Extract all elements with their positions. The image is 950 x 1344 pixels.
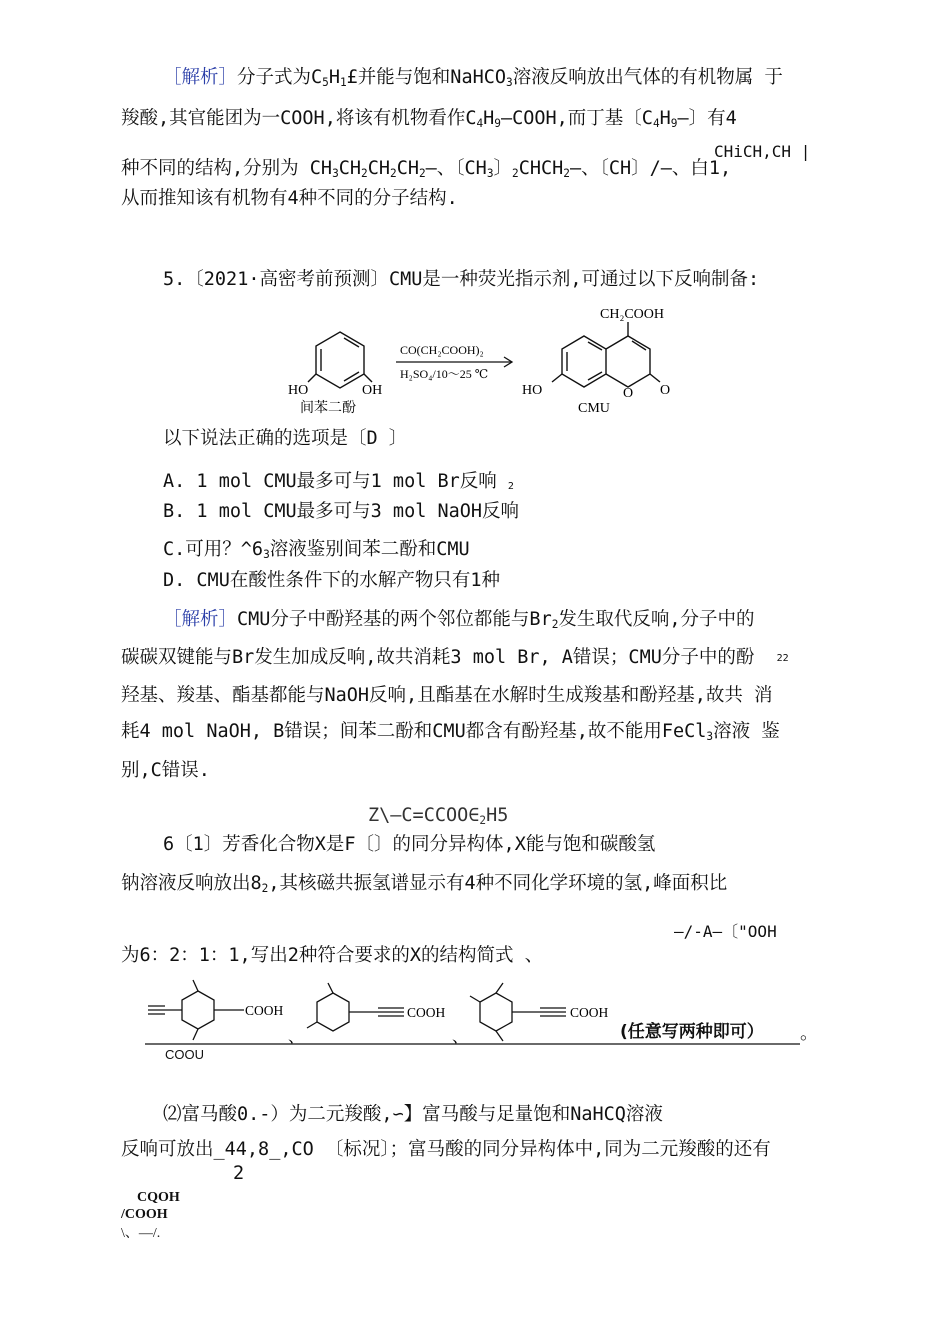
q6-formula-line: $Z\backslash—C=CCOO\in_2H5$	[368, 805, 509, 827]
structure-below-label: COOU	[165, 1047, 204, 1062]
cmu-name: CMU	[578, 401, 610, 416]
resorcinol-ho-left: HO	[288, 383, 309, 398]
structure-1-cooh: COOH	[245, 1003, 284, 1018]
fragment-1: CQOH	[137, 1190, 180, 1205]
q5-option-b: B. 1 mol CMU最多可与3 mol NaOH反响	[163, 501, 520, 522]
q5-analysis-line-2: 碳碳双键能与Br发生加成反响,故共消耗3 mol Br, A错误；CMU分子中的酚 22	[121, 647, 789, 668]
q5-prompt: 以下说法正确的选项是〔D 〕	[163, 428, 408, 449]
q5-analysis-line-5: 别,C错误.	[121, 760, 210, 781]
resorcinol-oh-right: OH	[362, 383, 383, 398]
answer-period: 。	[800, 1023, 819, 1044]
cmu-ho: HO	[522, 383, 543, 398]
q6-part2-sub: 2	[233, 1163, 245, 1184]
cmu-ch2cooh: CH₂COOH	[600, 307, 664, 322]
analysis-line-1: ［解析］分子式为$C_5H_1£$并能与饱和NaHCO$_3$溶液反响放出气体的有机物属 于	[163, 67, 783, 89]
side-note-butyl: CHiCH,CH |	[714, 142, 811, 161]
q6-part1-line-1: 6〔1〕芳香化合物X是F〔〕的同分异构体,X能与饱和碳酸氢	[163, 834, 656, 855]
q5-analysis-line-3: 羟基、羧基、酯基都能与NaOH反响,且酯基在水解时生成羧基和酚羟基,故共 消	[121, 685, 773, 706]
structure-3-cooh: COOH	[570, 1005, 609, 1020]
q5-option-a: A. 1 mol CMU最多可与1 mol Br反响 2	[163, 471, 514, 492]
q6-part2-line-2: 反响可放出_44,8_,CO 〔标况〕；富马酸的同分异构体中,同为二元羧酸的还有	[121, 1139, 771, 1160]
q6-side-formula: —/-A—〔"OOH	[674, 922, 777, 941]
q5-analysis-line-1: ［解析］CMU分子中酚羟基的两个邻位都能与$Br_2$发生取代反响,分子中的	[163, 609, 755, 631]
reagent-bottom: H₂SO₄/10～25 ℃	[400, 367, 489, 381]
separator-2: 、	[452, 1027, 469, 1046]
resorcinol-name: 间苯二酚	[300, 400, 356, 416]
structure-2	[307, 983, 404, 1031]
reaction-arrow	[396, 357, 512, 367]
analysis-tag: ［解析］	[163, 609, 238, 630]
reagent-top: CO(CH₂COOH)₂	[400, 343, 484, 357]
q5-stem: 5.〔2021·高密考前预测〕CMU是一种荧光指示剂,可通过以下反响制备:	[163, 269, 760, 290]
q5-option-d: D. CMU在酸性条件下的水解产物只有1种	[163, 570, 500, 591]
structure-1	[148, 980, 244, 1040]
analysis-line-2: 羧酸,其官能团为一COOH,将该有机物看作$C_4H_9—COOH$,而丁基〔$C_4H_9—$〕有4	[121, 108, 737, 130]
analysis-tag: ［解析］	[163, 67, 238, 88]
cmu-carbonyl-o: O	[660, 383, 671, 398]
structure-3	[470, 983, 566, 1041]
q5-analysis-line-4: 耗4 mol NaOH, B错误；间苯二酚和CMU都含有酚羟基,故不能用FeCl$_3$溶液 鉴	[121, 721, 780, 743]
cmu-structure	[552, 322, 660, 387]
q5-option-c: C.可用？$\^{}6_3$溶液鉴别间苯二酚和CMU	[163, 539, 470, 561]
analysis-line-3: 种不同的结构,分别为 $CH_3CH_2CH_2CH_2—$、〔$CH_3$〕$_2CHCH_2—$、〔CH〕/—、白1,	[121, 158, 732, 180]
q6-part2-line-1: ⑵富马酸0.-）为二元羧酸,∽】富马酸与足量饱和NaHCQ溶液	[163, 1104, 663, 1125]
any-two-note: (任意写两种即可）	[620, 1022, 764, 1042]
q6-part1-line-2: 钠溶液反响放出$8_2$,其核磁共振氢谱显示有4种不同化学环境的氢,峰面积比	[121, 873, 728, 895]
fragment-3: \、—/.	[121, 1226, 161, 1241]
separator-1: 、	[288, 1027, 305, 1046]
analysis-line-4: 从而推知该有机物有4种不同的分子结构.	[121, 188, 458, 209]
cmu-ring-o: O	[623, 386, 634, 401]
fragment-2: /COOH	[121, 1207, 168, 1222]
resorcinol-structure	[308, 332, 372, 388]
structure-2-cooh: COOH	[407, 1005, 446, 1020]
q6-part1-line-3: 为6：2：1：1,写出2种符合要求的X的结构简式 、	[121, 945, 544, 966]
